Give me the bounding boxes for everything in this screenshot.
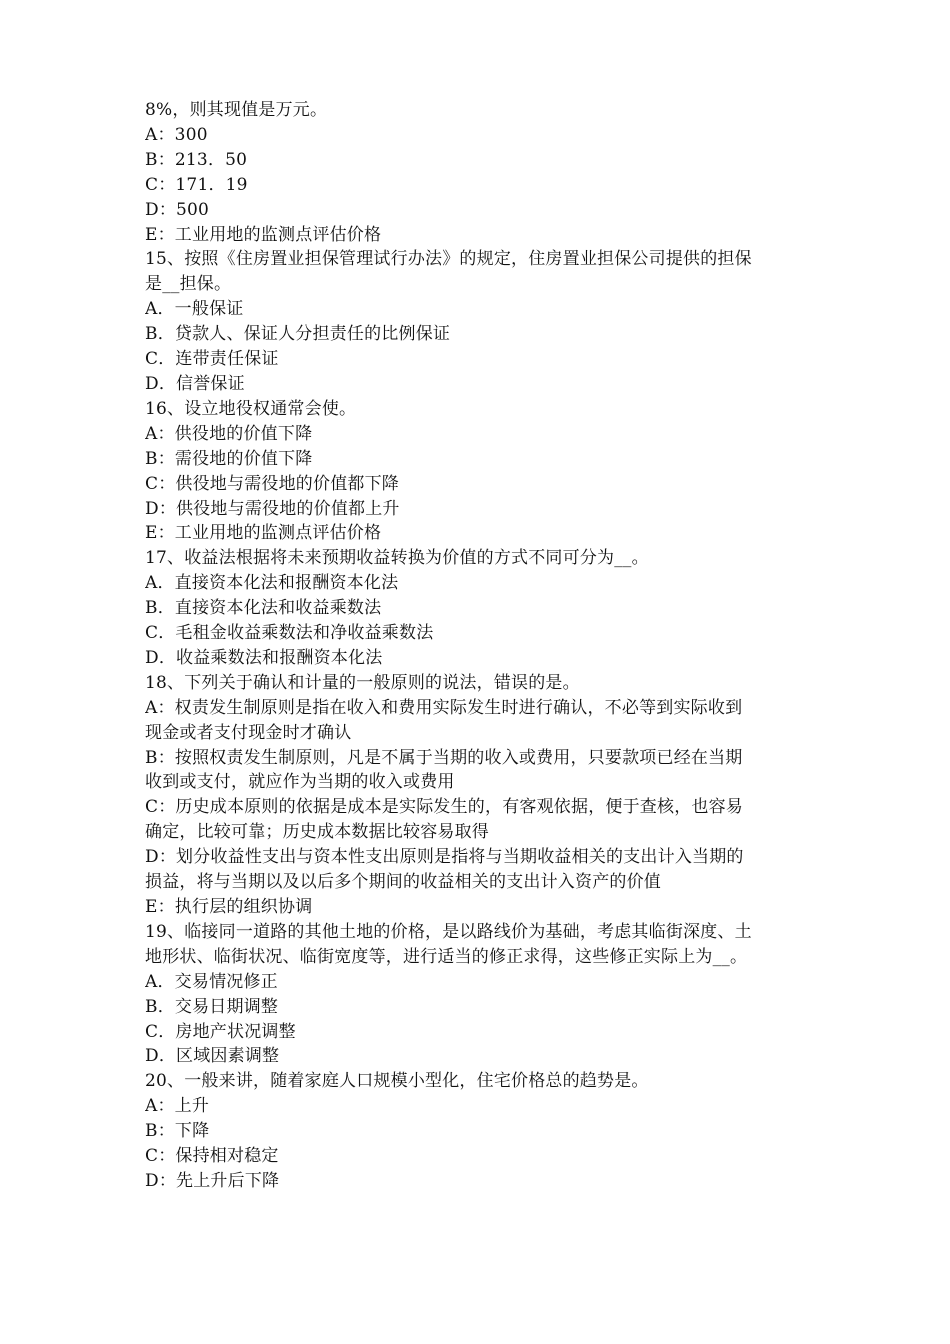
text-line: 确定，比较可靠；历史成本数据比较容易取得: [145, 822, 489, 843]
text-line: D．收益乘数法和报酬资本化法: [145, 647, 383, 668]
text-line: 地形状、临街状况、临街宽度等，进行适当的修正求得，这些修正实际上为__。: [145, 946, 748, 967]
text-line: E：工业用地的监测点评估价格: [145, 224, 382, 245]
text-line: C：171．19: [145, 174, 248, 195]
text-line: 16、设立地役权通常会使。: [145, 398, 357, 419]
text-line: A：供役地的价值下降: [145, 423, 313, 444]
text-line: B．直接资本化法和收益乘数法: [145, 598, 382, 619]
text-line: C．毛租金收益乘数法和净收益乘数法: [145, 623, 434, 644]
text-line: A：权责发生制原则是指在收入和费用实际发生时进行确认，不必等到实际收到: [145, 697, 743, 718]
text-line: 15、按照《住房置业担保管理试行办法》的规定，住房置业担保公司提供的担保: [145, 249, 752, 270]
text-line: C：保持相对稳定: [145, 1146, 279, 1167]
text-line: C：供役地与需役地的价值都下降: [145, 473, 400, 494]
text-line: A：300: [145, 124, 208, 145]
text-line: D：划分收益性支出与资本性支出原则是指将与当期收益相关的支出计入当期的: [145, 847, 744, 868]
text-line: B．交易日期调整: [145, 996, 279, 1017]
text-line: 损益，将与当期以及以后多个期间的收益相关的支出计入资产的价值: [145, 872, 661, 893]
document-body: [145, 98, 820, 1194]
text-line: B：需役地的价值下降: [145, 448, 313, 469]
text-line: E：执行层的组织协调: [145, 897, 313, 917]
text-line: 20、一般来讲，随着家庭人口规模小型化，住宅价格总的趋势是。: [145, 1071, 649, 1092]
text-line: 17、收益法根据将未来预期收益转换为价值的方式不同可分为__。: [145, 548, 649, 569]
text-line: 是__担保。: [145, 274, 232, 295]
text-line: D：先上升后下降: [145, 1170, 280, 1191]
text-line: D：500: [145, 199, 210, 220]
text-line: B：213．50: [145, 149, 248, 170]
text-line: 8%，则其现值是万元。: [145, 100, 328, 120]
text-line: 收到或支付，就应作为当期的收入或费用: [145, 772, 455, 793]
text-line: D．信誉保证: [145, 373, 245, 394]
text-line: C：历史成本原则的依据是成本是实际发生的，有客观依据，便于查核，也容易: [145, 797, 744, 818]
text-line: 18、下列关于确认和计量的一般原则的说法，错误的是。: [145, 672, 580, 693]
text-line: A．交易情况修正: [145, 971, 278, 992]
text-line: D：供役地与需役地的价值都上升: [145, 498, 400, 519]
text-line: 19、临接同一道路的其他土地的价格，是以路线价为基础，考虑其临街深度、土: [145, 921, 752, 942]
text-line: D．区域因素调整: [145, 1046, 280, 1067]
text-line: C．房地产状况调整: [145, 1021, 296, 1042]
text-line: B．贷款人、保证人分担责任的比例保证: [145, 324, 451, 345]
text-line: B：按照权责发生制原则，凡是不属于当期的收入或费用，只要款项已经在当期: [145, 747, 743, 768]
text-line: A．直接资本化法和报酬资本化法: [145, 573, 399, 594]
text-line: E：工业用地的监测点评估价格: [145, 523, 382, 544]
text-line: 现金或者支付现金时才确认: [145, 722, 352, 743]
text-line: A：上升: [145, 1096, 210, 1117]
text-line: B：下降: [145, 1121, 210, 1142]
text-line: C．连带责任保证: [145, 349, 279, 370]
text-line: A．一般保证: [145, 299, 244, 320]
